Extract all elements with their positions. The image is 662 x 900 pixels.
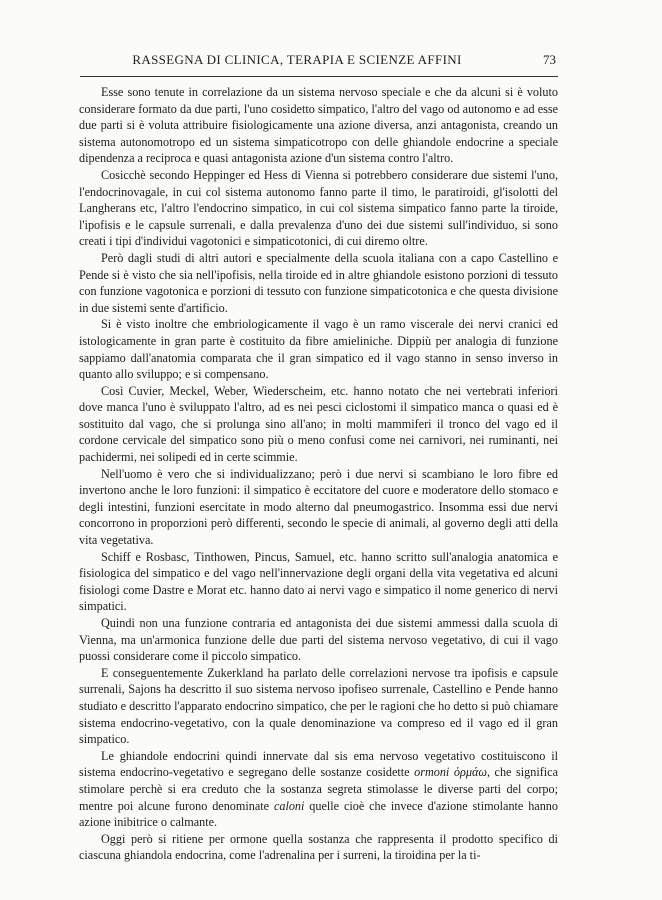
paragraph: E conseguentemente Zukerkland ha parlato delle correlazioni nervose tra ipofisis e capsule surrenali, Sajons ha descritto il suo sistema nervoso ipofiseo surrenale, Castellino e Pende hanno studiato e descritto l'apparato endocrino simpatico, che per le ragioni che ho detto si può chiamare sistema endocrino-vegetativo, con la quale denominazione va compreso ed il vago ed il gran simpatico. bbox=[79, 665, 558, 747]
paragraph: Cosicchè secondo Heppinger ed Hess di Vienna si potrebbero considerare due sistemi l'uno, l'endocrinovagale, in cui col sistema autonomo fanno parte il timo, le paratiroidi, gl'isolotti del Langherans etc, l'altro l'endocrino simpatico, in cui col sistema simpatico fanno parte la tiroide, l'ipofisis e le capsule surrenali, e dalla prevalenza d'uno dei due sistemi sull'individuo, si sono creati i tipi d'individui vagotonici e simpaticotonici, di cui diremo oltre. bbox=[79, 167, 558, 249]
journal-title: RASSEGNA DI CLINICA, TERAPIA E SCIENZE AFFINI bbox=[132, 52, 462, 67]
text-run: , che significa stimolare perchè si era creduto che la sostanza segreta stimolasse le diverse parti del corpo; mentre poi alcune furono denominate bbox=[79, 765, 558, 813]
paragraph: Però dagli studi di altri autori e specialmente della scuola italiana con a capo Castellino e Pende si è visto che sia nell'ipofisis, nella tiroide ed in altre ghiandole esistono porzioni di tessuto con funzione vagotonica e porzioni di tessuto con funzione simpaticotonica e che questa divisione in due sistemi sente d'artificio. bbox=[79, 250, 558, 315]
body-text bbox=[79, 84, 558, 864]
paragraph: Schiff e Rosbasc, Tinthowen, Pincus, Samuel, etc. hanno scritto sull'analogia anatomica e fisiologica del simpatico e del vago nell'innervazione degli organi della vita vegetativa ed alcuni fisiologi come Dastre e Morat etc. hanno dato ai nervi vago e simpatico il nome generico di nervi simpatici. bbox=[79, 549, 558, 614]
header-rule bbox=[80, 76, 558, 77]
paragraph: Si è visto inoltre che embriologicamente il vago è un ramo viscerale dei nervi cranici ed istologicamente in gran parte è costituito da fibre amieliniche. Dippiù per analogia di funzione sappiamo dall'anatomia comparata che il gran simpatico ed il vago stanno in senso inverso in quanto allo sviluppo; e si compensano. bbox=[79, 317, 558, 382]
paragraph: Esse sono tenute in correlazione da un sistema nervoso speciale e che da alcuni si è voluto considerare formato da due parti, l'uno cosidetto simpatico, l'altro del vago od autonomo e ad esse due parti si è voluta attribuire fisiologicamente una azione diversa, anzi antagonista, creando un sistema autonomotropo ed un sistema simpaticotropo con delle ghiandole endocrine a speciale dipendenza a reciproca e quasi antagonista azione d'un sistema contro l'altro. bbox=[79, 85, 558, 166]
italic-term-ormoni: ormoni ὁρμάω bbox=[414, 765, 487, 780]
paragraph: Nell'uomo è vero che si individualizzano; però i due nervi si scambiano le loro fibre ed invertono anche le loro funzioni: il simpatico è eccitatore del cuore e moderatore dello stomaco e degli intestini, funzioni esercitate in modo alterno dal pneumogastrico. Insomma essi due nervi concorrono in proporzioni però differenti, secondo le specie di animali, al governo degli atti della vita vegetativa. bbox=[79, 466, 558, 548]
paragraph: Oggi però si ritiene per ormone quella sostanza che rappresenta il prodotto specifico di ciascuna ghiandola endocrina, come l'adrenalina per i surreni, la tiroidina per la ti- bbox=[79, 831, 558, 863]
paragraph: Quindi non una funzione contraria ed antagonista dei due sistemi ammessi dalla scuola di Vienna, ma un'armonica funzione delle due parti del sistema nervoso vegetativo, di cui il vago puossi considerare come il piccolo simpatico. bbox=[79, 616, 558, 664]
italic-term-caloni: caloni bbox=[273, 798, 305, 813]
text-run: Le ghiandole endocrini quindi innervate dal sis ema nervoso vegetativo costituiscono il sistema endocrino-vegetativo e segregano delle sostanze cosidette bbox=[79, 748, 558, 780]
paragraph-with-italics bbox=[79, 748, 558, 831]
running-header bbox=[78, 50, 556, 70]
text-run: quelle cioè che invece d'azione stimolante hanno azione inibitrice o calmante. bbox=[79, 798, 558, 830]
paragraph: Così Cuvier, Meckel, Weber, Wiederscheim, etc. hanno notato che nei vertebrati inferiori dove manca l'uno è sviluppato l'altro, ad es nei pesci ciclostomi il simpatico manca o quasi ed è sostituito dal vago, che si prolunga sino all'ano; in molti mammiferi il tronco del vago ed il cordone cervicale del simpatico sono più o meno confusi come nei carnivori, nei ruminanti, nei pachidermi, nei solipedi ed in certe scimmie. bbox=[79, 383, 558, 465]
page-number: 73 bbox=[543, 52, 556, 67]
